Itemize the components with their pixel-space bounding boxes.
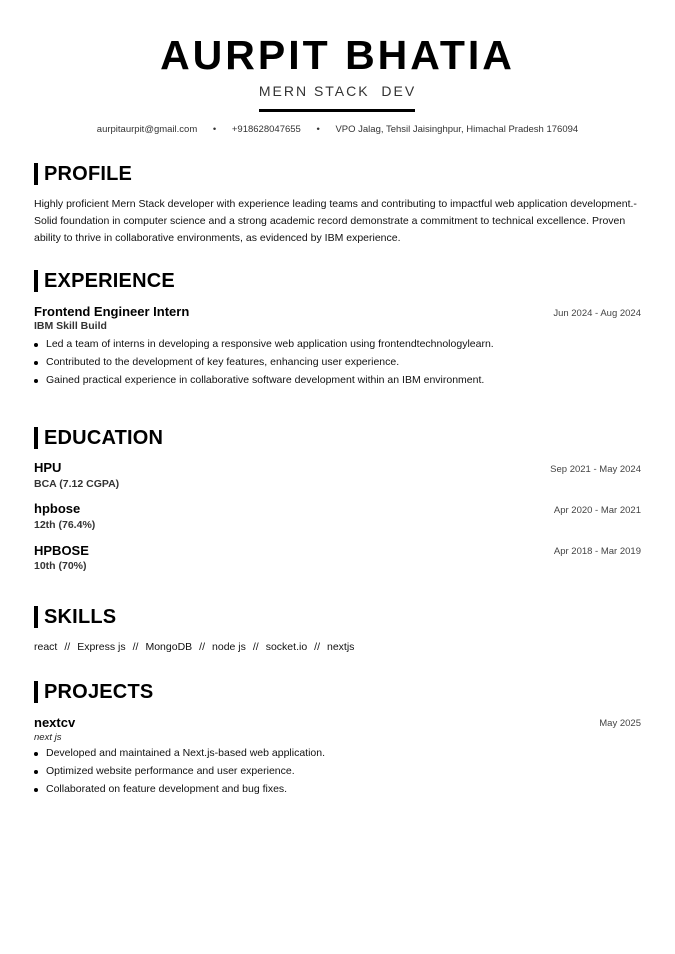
candidate-role: MERN STACK DEV (258, 83, 417, 99)
section-title-education: EDUCATION (34, 427, 163, 449)
contact-address: VPO Jalag, Tehsil Jaisinghpur, Himachal Pradesh 176094 (335, 124, 579, 135)
list-item: Optimized website performance and user experience. (34, 762, 644, 780)
skill-item: MongoDB (145, 641, 193, 653)
contact-phone[interactable]: +918628047655 (231, 124, 301, 135)
experience-company: IBM Skill Build (34, 320, 107, 332)
section-title-projects: PROJECTS (34, 681, 153, 703)
skill-item: socket.io (265, 641, 308, 653)
contact-email[interactable]: aurpitaurpit@gmail.com (96, 124, 198, 135)
education-date: Sep 2021 - May 2024 (550, 464, 641, 475)
education-school: HPBOSE (34, 543, 89, 558)
skill-item: nextjs (327, 641, 355, 653)
contact-line (0, 123, 675, 136)
list-item: Developed and maintained a Next.js-based web application. (34, 744, 644, 762)
education-date: Apr 2018 - Mar 2019 (553, 546, 641, 557)
skill-divider: // (252, 641, 259, 653)
project-bullets (34, 744, 644, 798)
skill-divider: // (64, 641, 71, 653)
section-title-skills: SKILLS (34, 606, 116, 628)
skill-divider: // (314, 641, 320, 653)
list-item: Led a team of interns in developing a responsive web application using frontendtechnologylearn. (34, 335, 644, 353)
contact-separator: • (316, 124, 320, 135)
skill-divider: // (199, 641, 206, 653)
skills-list (34, 640, 354, 654)
list-item: Gained practical experience in collaborative software development within an IBM environment. (34, 371, 644, 389)
skill-divider: // (132, 641, 139, 653)
education-detail: 10th (70%) (34, 560, 87, 572)
contact-separator: • (212, 124, 217, 135)
experience-bullets (34, 335, 644, 389)
education-detail: BCA (7.12 CGPA) (34, 478, 120, 490)
project-tech: next js (34, 732, 62, 743)
skill-item: Express js (77, 641, 126, 653)
section-title-experience: EXPERIENCE (34, 270, 175, 292)
project-date: May 2025 (599, 718, 641, 729)
header-divider (259, 109, 415, 112)
skill-item: node js (212, 641, 246, 653)
candidate-name: AURPIT BHATIA (160, 32, 515, 78)
project-name: nextcv (34, 715, 76, 730)
education-date: Apr 2020 - Mar 2021 (553, 505, 641, 516)
experience-role: Frontend Engineer Intern (34, 304, 190, 319)
education-school: HPU (34, 460, 62, 475)
section-title-profile: PROFILE (34, 163, 132, 185)
education-school: hpbose (34, 501, 81, 516)
profile-text: Highly proficient Mern Stack developer with experience leading teams and contributing to impactful web application development.- Solid foundation in computer science and a strong academic record demonstrate a commitment to technical excellence. Proven ability to thrive in collaborative environments, as evidenced by IBM experience. (34, 198, 637, 244)
skill-item: react (34, 641, 58, 653)
education-detail: 12th (76.4%) (34, 519, 96, 531)
list-item: Collaborated on feature development and bug fixes. (34, 780, 644, 798)
experience-date: Jun 2024 - Aug 2024 (553, 308, 641, 319)
list-item: Contributed to the development of key features, enhancing user experience. (34, 353, 644, 371)
